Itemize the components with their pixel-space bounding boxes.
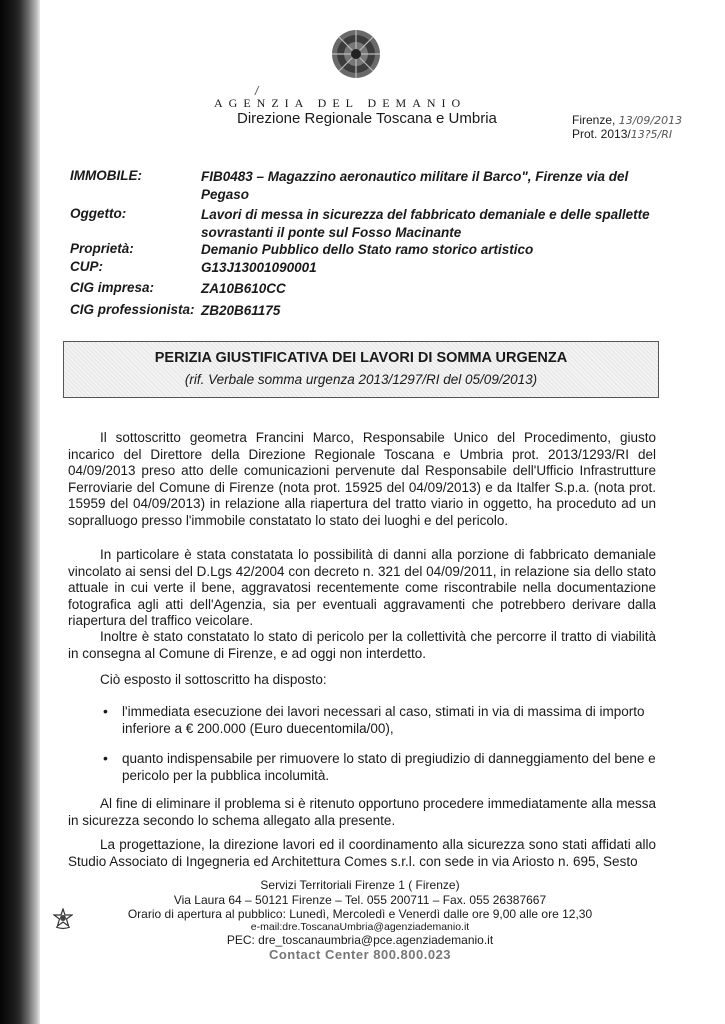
immobile-value: FIB0483 – Magazzino aeronautico militare il Barco", Firenze via del Pegaso	[201, 169, 629, 202]
document-title: PERIZIA GIUSTIFICATIVA DEI LAVORI DI SOMMA URGENZA	[154, 350, 568, 366]
cig-impresa-label: CIG impresa:	[70, 280, 155, 295]
city-label: Firenze,	[572, 113, 616, 127]
footer-email[interactable]: e-mail:dre.ToscanaUmbria@agenziademanio.it	[250, 921, 470, 933]
cig-impresa-value: ZA10B610CC	[201, 281, 286, 296]
agency-name: AGENZIA DEL DEMANIO	[214, 96, 467, 110]
paragraph-6: La progettazione, la direzione lavori ed il coordinamento alla sicurezza sono stati affidati allo Studio Associato di Ingegneria ed Architettura Comes s.r.l. con sede in via Ariosto n. 695, Sesto	[68, 837, 656, 869]
handwritten-date: 13/09/2013	[618, 114, 683, 127]
footer-pec[interactable]: PEC: dre_toscanaumbria@pce.agenziademanio.it	[226, 933, 494, 947]
footer-address: Via Laura 64 – 50121 Firenze – Tel. 055 200711 – Fax. 055 26387667	[173, 893, 547, 907]
title-box	[63, 341, 659, 398]
bullet-dot: •	[103, 703, 108, 719]
paragraph-4: Ciò esposto il sottoscritto ha disposto:	[100, 672, 327, 687]
cup-label: CUP:	[70, 259, 103, 274]
footer-office: Servizi Territoriali Firenze 1 ( Firenze)	[260, 878, 460, 892]
scan-edge	[0, 0, 40, 1024]
oggetto-value: Lavori di messa in sicurezza del fabbricato demaniale e delle spallette sovrastanti il ponte sul Fosso Macinante	[201, 207, 650, 240]
footer-contact-center: Contact Center 800.800.023	[268, 947, 452, 962]
directorate-name: Direzione Regionale Toscana e Umbria	[237, 110, 497, 127]
pen-mark: /	[255, 84, 259, 98]
bullet-dot: •	[103, 750, 108, 766]
cig-professionista-value: ZB20B61175	[201, 303, 281, 318]
cig-professionista-label: CIG professionista:	[70, 302, 195, 317]
paragraph-3: Inoltre è stato constatato lo stato di pericolo per la collettività che percorre il tratto di viabilità in consegna al Comune di Firenze, e ad oggi non interdetto.	[68, 629, 656, 661]
oggetto-label: Oggetto:	[70, 206, 127, 221]
bullet-item-2: quanto indispensabile per rimuovere lo stato di pregiudizio di danneggiamento del bene e pericolo per la pubblica incolumità.	[122, 751, 656, 783]
protocol-line	[572, 127, 672, 141]
immobile-label: IMMOBILE:	[70, 168, 142, 183]
document-subtitle: (rif. Verbale somma urgenza 2013/1297/RI del 05/09/2013)	[184, 372, 538, 387]
proprieta-label: Proprietà:	[70, 241, 134, 256]
cup-value: G13J13001090001	[201, 260, 317, 275]
date-line	[572, 113, 682, 127]
protocol-label: Prot. 2013/	[572, 127, 631, 141]
paragraph-5: Al fine di eliminare il problema si è ritenuto opportuno procedere immediatamente alla messa in sicurezza secondo lo schema allegato alla presente.	[68, 796, 656, 828]
paragraph-1: Il sottoscritto geometra Francini Marco, Responsabile Unico del Procedimento, giusto incarico del Direttore della Direzione Regionale Toscana e Umbria prot. 2013/1293/RI del 04/09/2013 preso atto delle comunicazioni pervenute dal Responsabile dell'Ufficio Infrastrutture Ferroviarie del Comune di Firenze (nota prot. 15925 del 04/09/2013) e da Italfer S.p.a. (nota prot. 15959 del 04/09/2013) in relazione alla riapertura del tratto viario in oggetto, ha proceduto ad un sopralluogo presso l'immobile constatato lo stato dei luoghi e del pericolo.	[68, 430, 656, 528]
republic-emblem-icon	[53, 908, 73, 930]
footer-hours: Orario di apertura al pubblico: Lunedì, Mercoledì e Venerdì dalle ore 9,00 alle ore 12,30	[127, 907, 593, 921]
paragraph-2: In particolare è stata constatata lo possibilità di danni alla porzione di fabbricato demaniale vincolato ai sensi del D.Lgs 42/2004 con decreto n. 321 del 04/09/2011, in relazione sia dello stato attuale in cui verte il bene, aggravatosi recentemente come riscontrabile nella documentazione fotografica agli atti dell'Agenzia, sia per eventuali aggravamenti che potrebbero derivare dalla riapertura del traffico veicolare.	[68, 547, 656, 628]
agency-seal-icon	[330, 28, 382, 80]
proprieta-value: Demanio Pubblico dello Stato ramo storico artistico	[201, 242, 534, 257]
handwritten-protocol: 13?5/RI	[630, 128, 673, 141]
bullet-item-1: l'immediata esecuzione dei lavori necessari al caso, stimati in via di massima di importo inferiore a € 200.000 (Euro duecentomila/00),	[122, 704, 645, 736]
